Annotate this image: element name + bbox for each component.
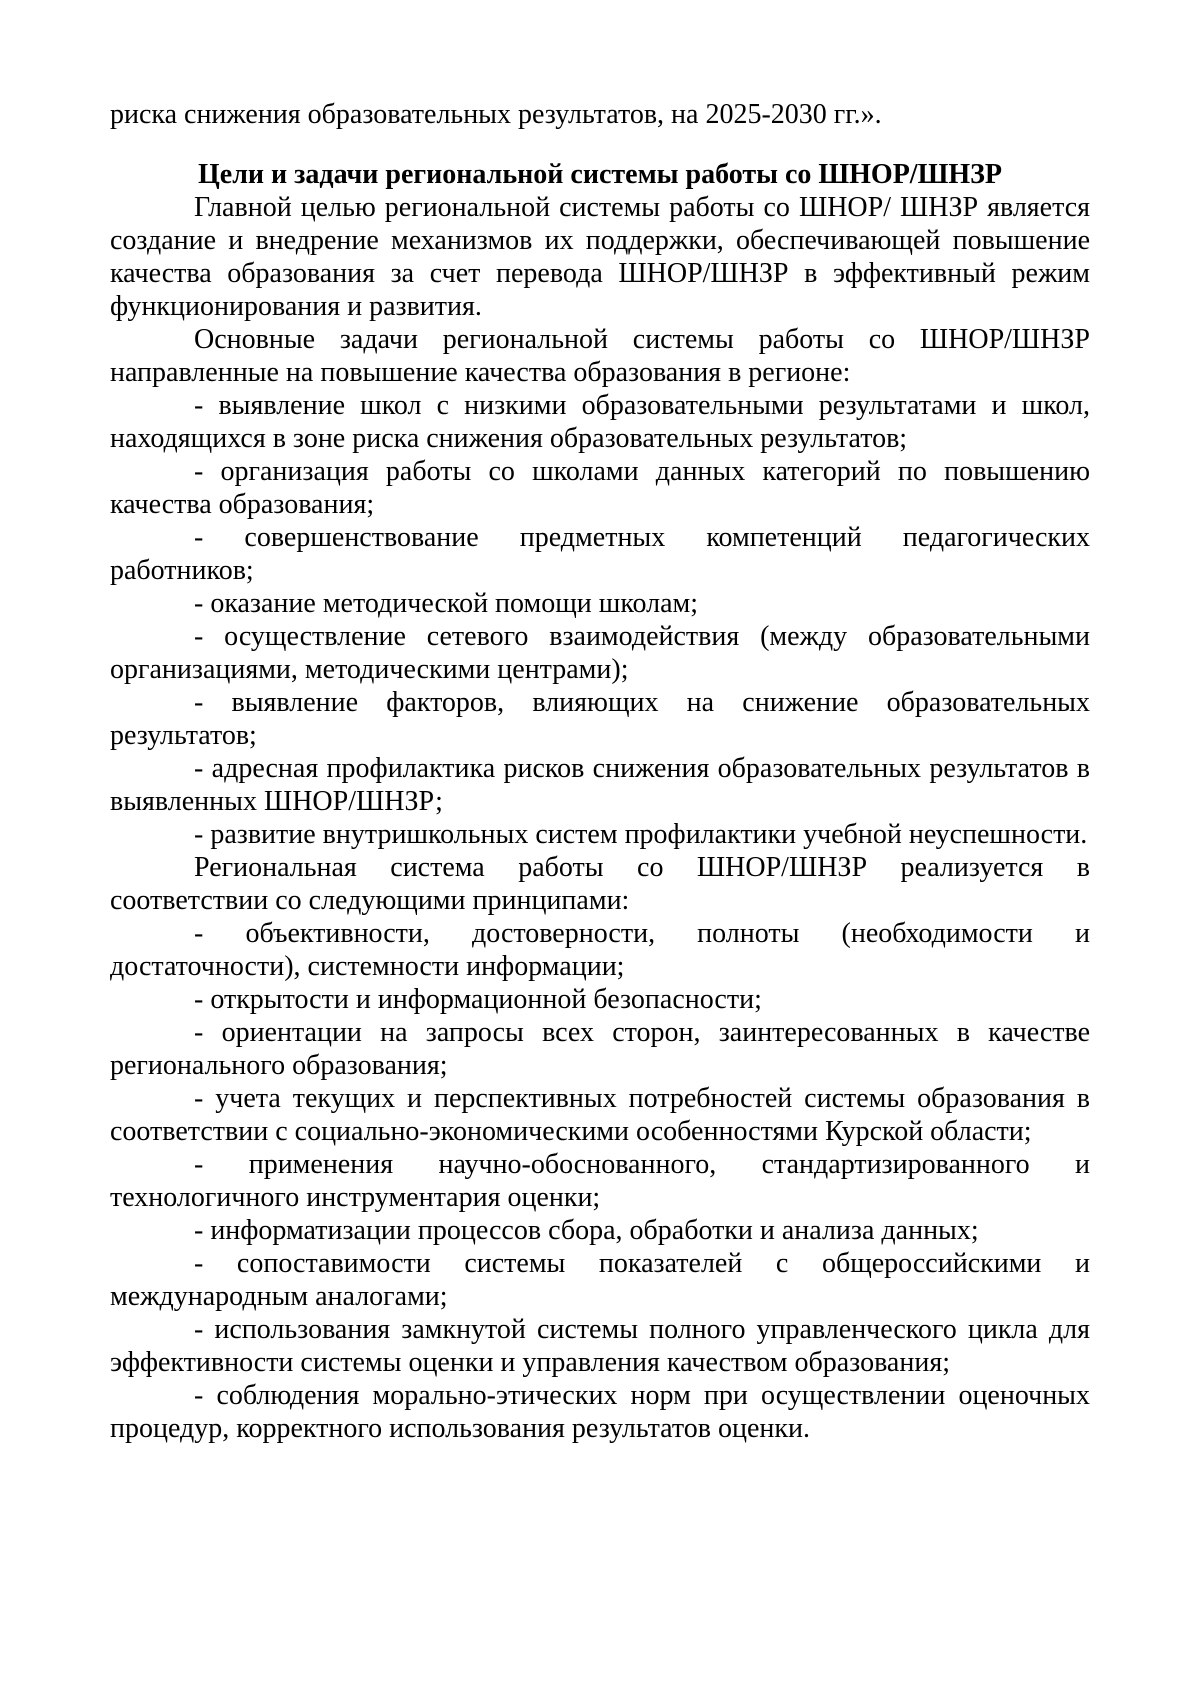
principle-item: - объективности, достоверности, полноты (необходимости и достаточности), системности информации;	[110, 918, 1090, 982]
tasks-list	[110, 389, 1090, 851]
tasks-intro-paragraph: Основные задачи региональной системы работы со ШНОР/ШНЗР направленные на повышение качества образования в регионе:	[110, 324, 1090, 388]
task-item: - совершенствование предметных компетенций педагогических работников;	[110, 522, 1090, 586]
principle-item: - информатизации процессов сбора, обработки и анализа данных;	[194, 1215, 979, 1246]
goal-paragraph: Главной целью региональной системы работы со ШНОР/ ШНЗР является создание и внедрение механизмов их поддержки, обеспечивающей повышение качества образования за счет перевода ШНОР/ШНЗР в эффективный режим функционирования и развития.	[110, 192, 1090, 322]
task-item: - выявление школ с низкими образовательными результатами и школ, находящихся в зоне риска снижения образовательных результатов;	[110, 390, 1090, 454]
principles-list	[110, 917, 1090, 1445]
task-item: - адресная профилактика рисков снижения образовательных результатов в выявленных ШНОР/ШНЗР;	[110, 753, 1090, 817]
task-item: - выявление факторов, влияющих на снижение образовательных результатов;	[110, 687, 1090, 751]
principle-item: - применения научно-обоснованного, стандартизированного и технологичного инструментария оценки;	[110, 1149, 1090, 1213]
task-item: - развитие внутришкольных систем профилактики учебной неуспешности.	[194, 819, 1088, 850]
section-heading: Цели и задачи региональной системы работы со ШНОР/ШНЗР	[198, 159, 1002, 190]
document-page	[110, 98, 1090, 1445]
principle-item: - открытости и информационной безопасности;	[194, 984, 762, 1015]
intro-line: риска снижения образовательных результатов, на 2025-2030 гг.».	[110, 99, 882, 130]
task-item: - организация работы со школами данных категорий по повышению качества образования;	[110, 456, 1090, 520]
principle-item: - соблюдения морально-этических норм при осуществлении оценочных процедур, корректного использования результатов оценки.	[110, 1380, 1090, 1444]
task-item: - осуществление сетевого взаимодействия (между образовательными организациями, методическими центрами);	[110, 621, 1090, 685]
principle-item: - использования замкнутой системы полного управленческого цикла для эффективности системы оценки и управления качеством образования;	[110, 1314, 1090, 1378]
task-item: - оказание методической помощи школам;	[194, 588, 699, 619]
principle-item: - учета текущих и перспективных потребностей системы образования в соответствии с социально-экономическими особенностями Курской области;	[110, 1083, 1090, 1147]
principles-intro-paragraph: Региональная система работы со ШНОР/ШНЗР реализуется в соответствии со следующими принципами:	[110, 852, 1090, 916]
principle-item: - ориентации на запросы всех сторон, заинтересованных в качестве регионального образования;	[110, 1017, 1090, 1081]
principle-item: - сопоставимости системы показателей с общероссийскими и международным аналогами;	[110, 1248, 1090, 1312]
